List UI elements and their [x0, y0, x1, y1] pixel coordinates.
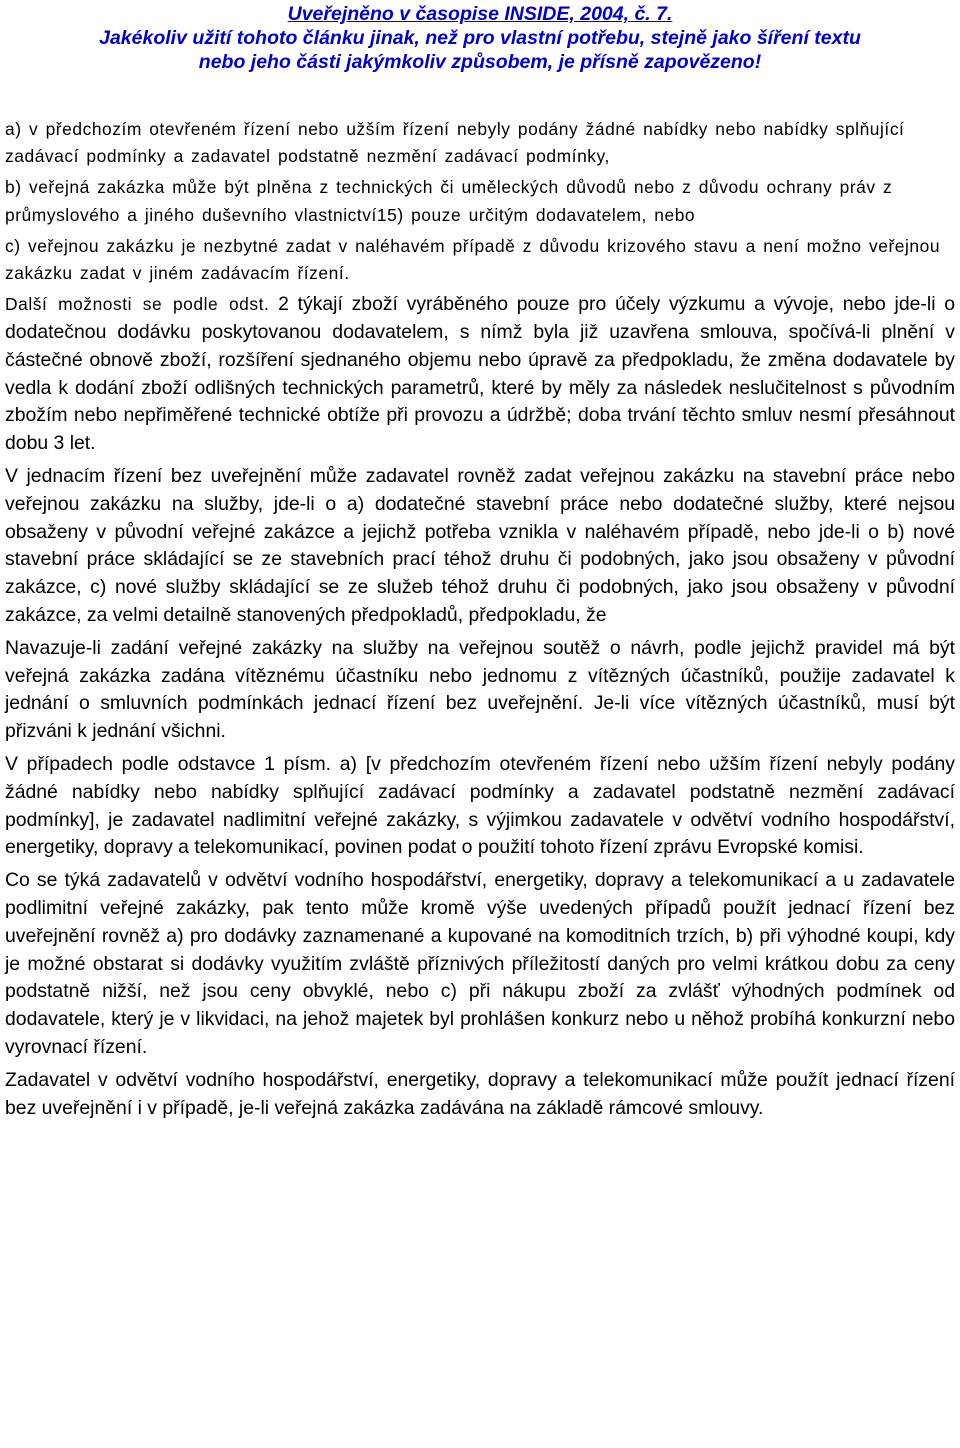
list-item-c: c) veřejnou zakázku je nezbytné zadat v naléhavém případě z důvodu krizového stavu a není možno veřejnou zakázku zadat v jiném zadávacím řízení. — [5, 235, 941, 284]
article-body — [5, 116, 955, 1122]
paragraph-lead-text: Další možnosti se podle odst. — [5, 294, 270, 315]
paragraph-dalsi-moznosti — [5, 291, 955, 458]
publication-notice — [0, 2, 960, 74]
paragraph-navazuje: Navazuje-li zadání veřejné zakázky na služby na veřejnou soutěž o návrh, podle jejichž pravidel má být veřejná zakázka zadána vítěznému účastníku nebo jednomu z vítězných účastníků, použije zadavatel k jednání o smluvních podmínkách jednací řízení bez uveřejnění. Je-li více vítězných účastníků, musí být přizváni k jednání všichni. — [5, 636, 955, 743]
paragraph-jednaci-rizeni: V jednacím řízení bez uveřejnění může zadavatel rovněž zadat veřejnou zakázku na stavební práce nebo veřejnou zakázku na služby, jde-li o a) dodatečné stavební práce nebo dodatečné služby, které nejsou obsaženy v původní veřejné zakázce a jejichž potřeba vznikla v naléhavém případě, nebo jde-li o b) nové stavební práce skládající se ze stavebních prací téhož druhu či podobných, jako jsou obsaženy v původní zakázce, c) nové služby skládající se ze služeb téhož druhu či podobných, jako jsou obsaženy v původní zakázce, za velmi detailně stanovených předpokladů, předpokladu, že — [5, 465, 955, 626]
paragraph-zadavatel: Zadavatel v odvětví vodního hospodářství, energetiky, dopravy a telekomunikací může použít jednací řízení bez uveřejnění i v případě, je-li veřejná zakázka zadávána na základě rámcové smlouvy. — [5, 1068, 955, 1119]
copyright-notice-line-2: nebo jeho části jakýmkoliv způsobem, je přísně zapovězeno! — [198, 51, 762, 73]
list-item-b: b) veřejná zakázka může být plněna z technických či uměleckých důvodů nebo z důvodu ochrany práv z průmyslového a jiného duševního vlastnictví15) pouze určitým dodavatelem, nebo — [5, 177, 893, 225]
paragraph-v-pripadech: V případech podle odstavce 1 písm. a) [v předchozím otevřeném řízení nebo užším řízení nebyly podány žádné nabídky nebo nabídky splňující zadávací podmínky a zadavatel podstatně nezmění zadávací podmínky], je zadavatel nadlimitní veřejné zakázky, s výjimkou zadavatele v odvětví vodního hospodářství, energetiky, dopravy a telekomunikací, povinen podat o použití tohoto řízení zprávu Evropské komisi. — [5, 752, 955, 859]
list-item-a: a) v předchozím otevřeném řízení nebo užším řízení nebyly podány žádné nabídky nebo nabídky splňující zadávací podmínky a zadavatel podstatně nezmění zadávací podmínky, — [5, 119, 905, 167]
paragraph-co-se-tyka: Co se týká zadavatelů v odvětví vodního hospodářství, energetiky, dopravy a telekomunikací a u zadavatele podlimitní veřejné zakázky, pak tento může kromě výše uvedených případů použít jednací řízení bez uveřejnění rovněž a) pro dodávky zaznamenané a kupované na komoditních trzích, b) při výhodné koupi, kdy je možné obstarat si dodávky využitím zvláště příznivých příležitostí daných pro velmi krátkou dobu za ceny podstatně nižší, než jsou ceny obvyklé, nebo c) při nákupu zboží za zvlášť výhodných podmínek od dodavatele, který je v likvidaci, na jehož majetek byl prohlášen konkurz nebo u něhož probíhá konkurzní nebo vyrovnací řízení. — [5, 869, 955, 1058]
publication-source-line: Uveřejněno v časopise INSIDE, 2004, č. 7. — [287, 3, 673, 25]
copyright-notice-line-1: Jakékoliv užití tohoto článku jinak, než pro vlastní potřebu, stejně jako šíření textu — [99, 27, 861, 49]
paragraph-rest-text: 2 týkají zboží vyráběného pouze pro účely výzkumu a vývoje, nebo jde-li o dodatečnou dodávku poskytovanou dodavatelem, s nímž byla již uzavřena smlouva, spočívá-li plnění v částečné obnově zboží, rozšíření sjednaného objemu nebo úpravě za předpokladu, že změna dodavatele by vedla k dodání zboží odlišných technických parametrů, které by měly za následek neslučitelnost s původním zbožím nebo nepřiměřené technické obtíže při provozu a údržbě; doba trvání těchto smluv nesmí přesáhnout dobu 3 let. — [5, 293, 955, 455]
